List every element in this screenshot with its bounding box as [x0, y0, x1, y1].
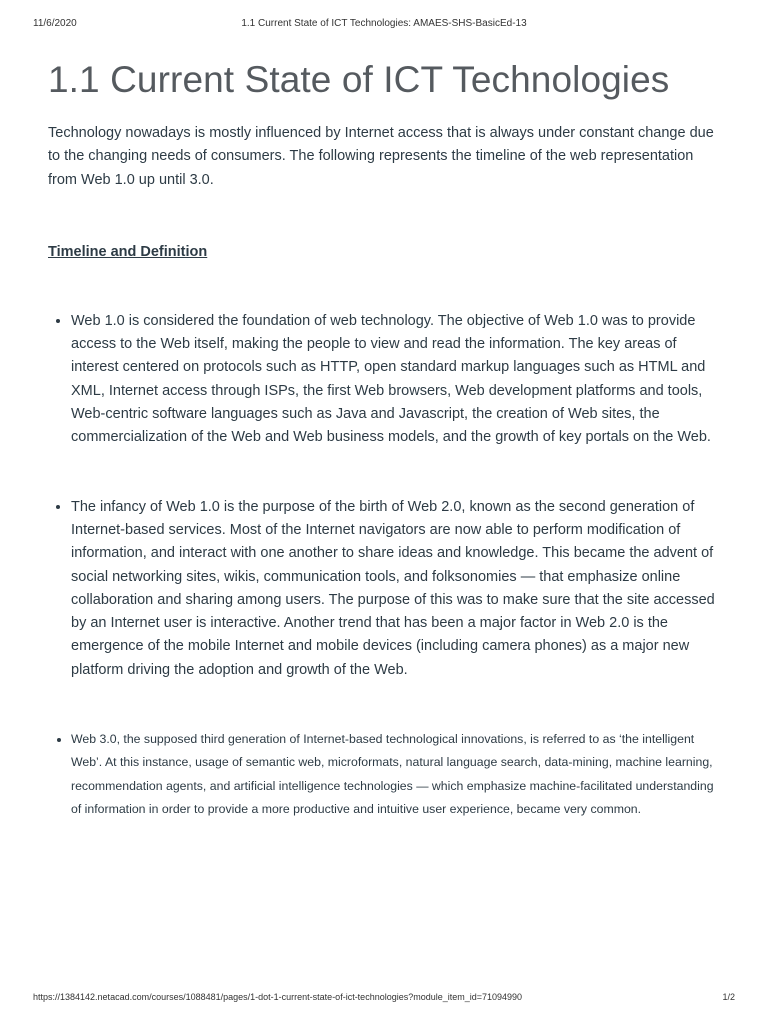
page-number: 1/2	[722, 992, 735, 1002]
print-header	[33, 18, 735, 32]
print-date: 11/6/2020	[33, 18, 77, 29]
intro-paragraph: Technology nowadays is mostly influenced by Internet access that is always under constant change due to the changing needs of consumers. The following represents the timeline of the web representation from Web 1.0 up until 3.0.	[48, 125, 714, 188]
list-item-web-1: • Web 1.0 is considered the foundation of web technology. The objective of Web 1.0 was to provide access to the Web itself, making the people to view and read the information. The key areas of interest centered on protocols such as HTTP, open standard markup languages such as HTML and XML, Internet access through ISPs, the first Web browsers, Web development platforms and tools, Web-centric software languages such as Java and Javascript, the creation of Web sites, the commercialization of the Web and Web business models, and the growth of key portals on the Web.	[71, 310, 724, 450]
section-heading-timeline: Timeline and Definition	[48, 243, 208, 260]
print-document-title: 1.1 Current State of ICT Technologies: AMAES-SHS-BasicEd-13	[241, 18, 527, 29]
page-url: https://1384142.netacad.com/courses/1088481/pages/1-dot-1-current-state-of-ict-technologies?module_item_id=71094990	[33, 992, 523, 1002]
print-footer	[33, 992, 735, 1006]
page-title: 1.1 Current State of ICT Technologies	[48, 59, 670, 100]
list-item-web-2: • The infancy of Web 1.0 is the purpose of the birth of Web 2.0, known as the second generation of Internet-based services. Most of the Internet navigators are now able to perform modification of information, and interact with one another to share ideas and knowledge. This became the advent of social networking sites, wikis, communication tools, and folksonomies — that emphasize online collaboration and sharing among users. The purpose of this was to make sure that the site accessed by an Internet user is interactive. Another trend that has been a major factor in Web 2.0 is the emergence of the mobile Internet and mobile devices (including camera phones) as a major new platform driving the adoption and growth of the Web.	[71, 496, 724, 682]
list-item-web-3: • Web 3.0, the supposed third generation of Internet-based technological innovations, is referred to as ‘the intelligent Web’. At this instance, usage of semantic web, microformats, natural language search, data-mining, machine learning, recommendation agents, and artificial intelligence technologies — which emphasize machine-facilitated understanding of information in order to provide a more productive and intuitive user experience, became very common.	[71, 728, 724, 821]
web-timeline-list	[48, 310, 724, 821]
page-content	[48, 56, 724, 821]
